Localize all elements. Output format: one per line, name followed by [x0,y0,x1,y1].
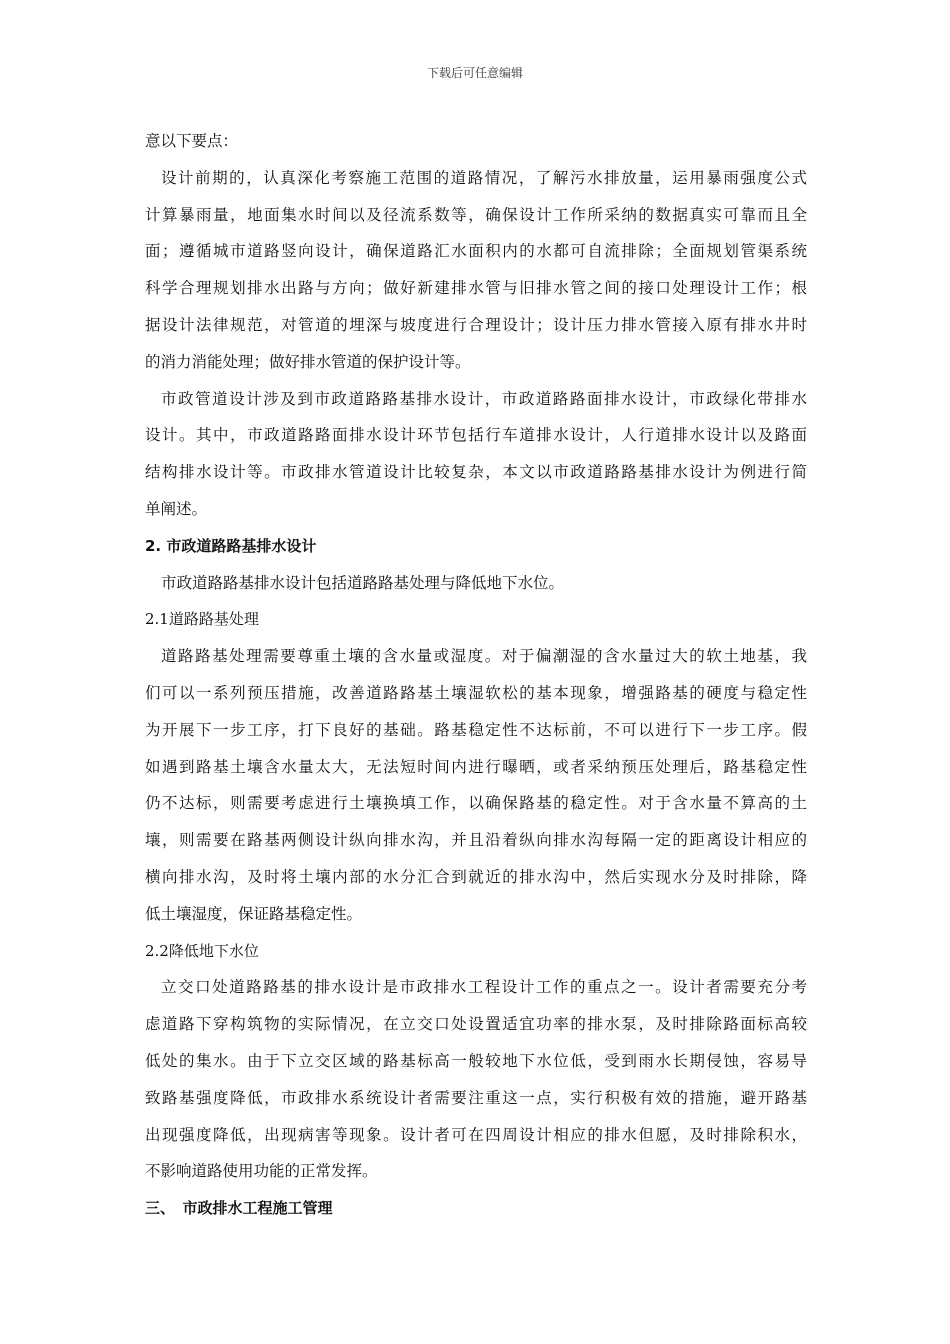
paragraph-line: 设计。其中，市政道路路面排水设计环节包括行车道排水设计，人行道排水设计以及路面 [145,426,807,445]
paragraph-line: 据设计法律规范，对管道的埋深与坡度进行合理设计；设计压力排水管接入原有排水井时 [145,315,807,334]
chapter-heading: 三、 市政排水工程施工管理 [145,1199,333,1218]
document-body [145,123,807,1227]
paragraph-line: 设计前期的，认真深化考察施工范围的道路情况，了解污水排放量，运用暴雨强度公式 [161,168,807,187]
paragraph-line: 仍不达标，则需要考虑进行土壤换填工作，以确保路基的稳定性。对于含水量不算高的土 [145,794,807,813]
paragraph-line: 结构排水设计等。市政排水管道设计比较复杂，本文以市政道路路基排水设计为例进行简 [145,463,807,482]
paragraph-line: 为开展下一步工序，打下良好的基础。路基稳定性不达标前，不可以进行下一步工序。假 [145,720,807,739]
paragraph-line: 意以下要点： [145,132,239,150]
paragraph-line: 低处的集水。由于下立交区域的路基标高一般较地下水位低，受到雨水长期侵蚀，容易导 [145,1051,807,1070]
paragraph-line: 横向排水沟，及时将土壤内部的水分汇合到就近的排水沟中，然后实现水分及时排除，降 [145,867,807,886]
paragraph-line: 如遇到路基土壤含水量太大，无法短时间内进行曝晒，或者采纳预压处理后，路基稳定性 [145,757,807,776]
paragraph-line: 低土壤湿度，保证路基稳定性。 [145,904,363,923]
paragraph-line: 面；遵循城市道路竖向设计，确保道路汇水面积内的水都可自流排除；全面规划管渠系统 [145,242,807,261]
paragraph-line: 市政道路路基排水设计包括道路路基处理与降低地下水位。 [161,573,565,592]
subsection-heading: 2.2降低地下水位 [145,941,259,960]
paragraph-line: 壤，则需要在路基两侧设计纵向排水沟，并且沿着纵向排水沟每隔一定的距离设计相应的 [145,831,807,850]
paragraph-line: 单阐述。 [145,499,208,518]
paragraph-line: 虑道路下穿构筑物的实际情况，在立交口处设置适宜功率的排水泵，及时排除路面标高较 [145,1015,807,1034]
subsection-heading: 2.1道路路基处理 [145,610,259,629]
paragraph-line: 立交口处道路路基的排水设计是市政排水工程设计工作的重点之一。设计者需要充分考 [161,978,807,997]
paragraph-line: 们可以一系列预压措施，改善道路路基土壤湿软松的基本现象，增强路基的硬度与稳定性 [145,683,807,702]
page-header-note: 下载后可任意编辑 [426,66,523,80]
section-heading: 2. 市政道路路基排水设计 [145,536,317,555]
paragraph-line: 市政管道设计涉及到市政道路路基排水设计，市政道路路面排水设计，市政绿化带排水 [161,389,807,408]
paragraph-line: 的消力消能处理；做好排水管道的保护设计等。 [145,352,471,371]
paragraph-line: 不影响道路使用功能的正常发挥。 [145,1162,378,1181]
paragraph-line: 计算暴雨量，地面集水时间以及径流系数等，确保设计工作所采纳的数据真实可靠而且全 [145,205,807,224]
paragraph-line: 科学合理规划排水出路与方向；做好新建排水管与旧排水管之间的接口处理设计工作；根 [145,279,807,298]
paragraph-line: 致路基强度降低，市政排水系统设计者需要注重这一点，实行积极有效的措施，避开路基 [145,1088,807,1107]
paragraph-line: 道路路基处理需要尊重土壤的含水量或湿度。对于偏潮湿的含水量过大的软土地基，我 [161,647,807,666]
paragraph-line: 出现强度降低，出现病害等现象。设计者可在四周设计相应的排水但愿，及时排除积水， [145,1125,807,1144]
